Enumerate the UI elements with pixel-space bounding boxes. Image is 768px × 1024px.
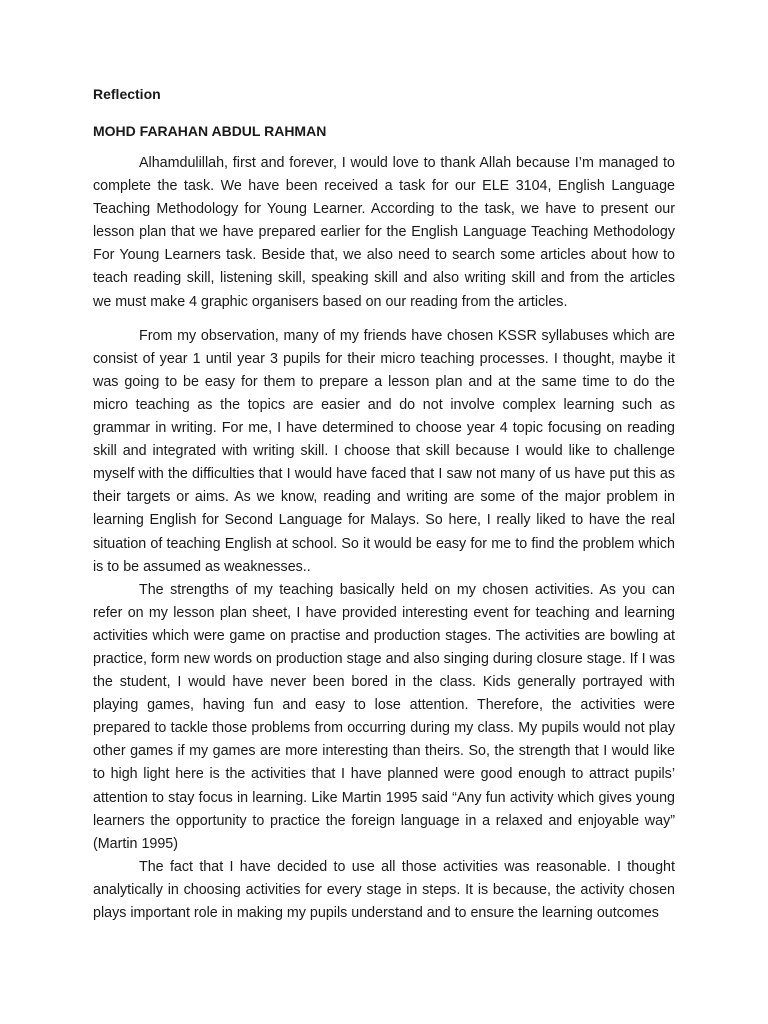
paragraph-reasoning: The fact that I have decided to use all those activities was reasonable. I thought analytically in choosing activities for every stage in steps. It is because, the activity chosen plays important role in making my pupils understand and to ensure the learning outcomes: [93, 858, 675, 921]
paragraph-introduction: Alhamdulillah, first and forever, I would love to thank Allah because I’m managed to complete the task. We have been received a task for our ELE 3104, English Language Teaching Methodology for Young Learner. According to the task, we have to present our lesson plan that we have prepared earlier for the English Language Teaching Methodology For Young Learners task. Beside that, we also need to search some articles about how to teach reading skill, listening skill, speaking skill and also writing skill and from the articles we must make 4 graphic organisers based on our reading from the articles.: [93, 155, 675, 310]
document-title: Reflection: [93, 86, 161, 102]
author-name: MOHD FARAHAN ABDUL RAHMAN: [93, 123, 327, 139]
paragraph-observation: From my observation, many of my friends have chosen KSSR syllabuses which are consist of year 1 until year 3 pupils for their micro teaching processes. I thought, maybe it was going to be easy for them to prepare a lesson plan and at the same time to do the micro teaching as the topics are easier and do not involve complex learning such as grammar in writing. For me, I have determined to choose year 4 topic focusing on reading skill and integrated with writing skill. I choose that skill because I would like to challenge myself with the difficulties that I would have faced that I saw not many of us have put this as their targets or aims. As we know, reading and writing are some of the major problem in learning English for Second Language for Malays. So here, I really liked to have the real situation of teaching English at school. So it would be easy for me to find the problem which is to be assumed as weaknesses..: [93, 327, 675, 575]
document-page: [93, 84, 675, 925]
paragraph-strengths: The strengths of my teaching basically held on my chosen activities. As you can refer on my lesson plan sheet, I have provided interesting event for teaching and learning activities which were game on practise and production stages. The activities are bowling at practice, form new words on production stage and also singing during closure stage. If I was the student, I would have never been bored in the class. Kids generally portrayed with playing games, having fun and easy to lose attention. Therefore, the activities were prepared to tackle those problems from occurring during my class. My pupils would not play other games if my games are more interesting than theirs. So, the strength that I would like to high light here is the activities that I have planned were good enough to attract pupils’ attention to stay focus in learning. Like Martin 1995 said “Any fun activity which gives young learners the opportunity to practice the foreign language in a relaxed and enjoyable way” (Martin 1995): [93, 581, 675, 852]
